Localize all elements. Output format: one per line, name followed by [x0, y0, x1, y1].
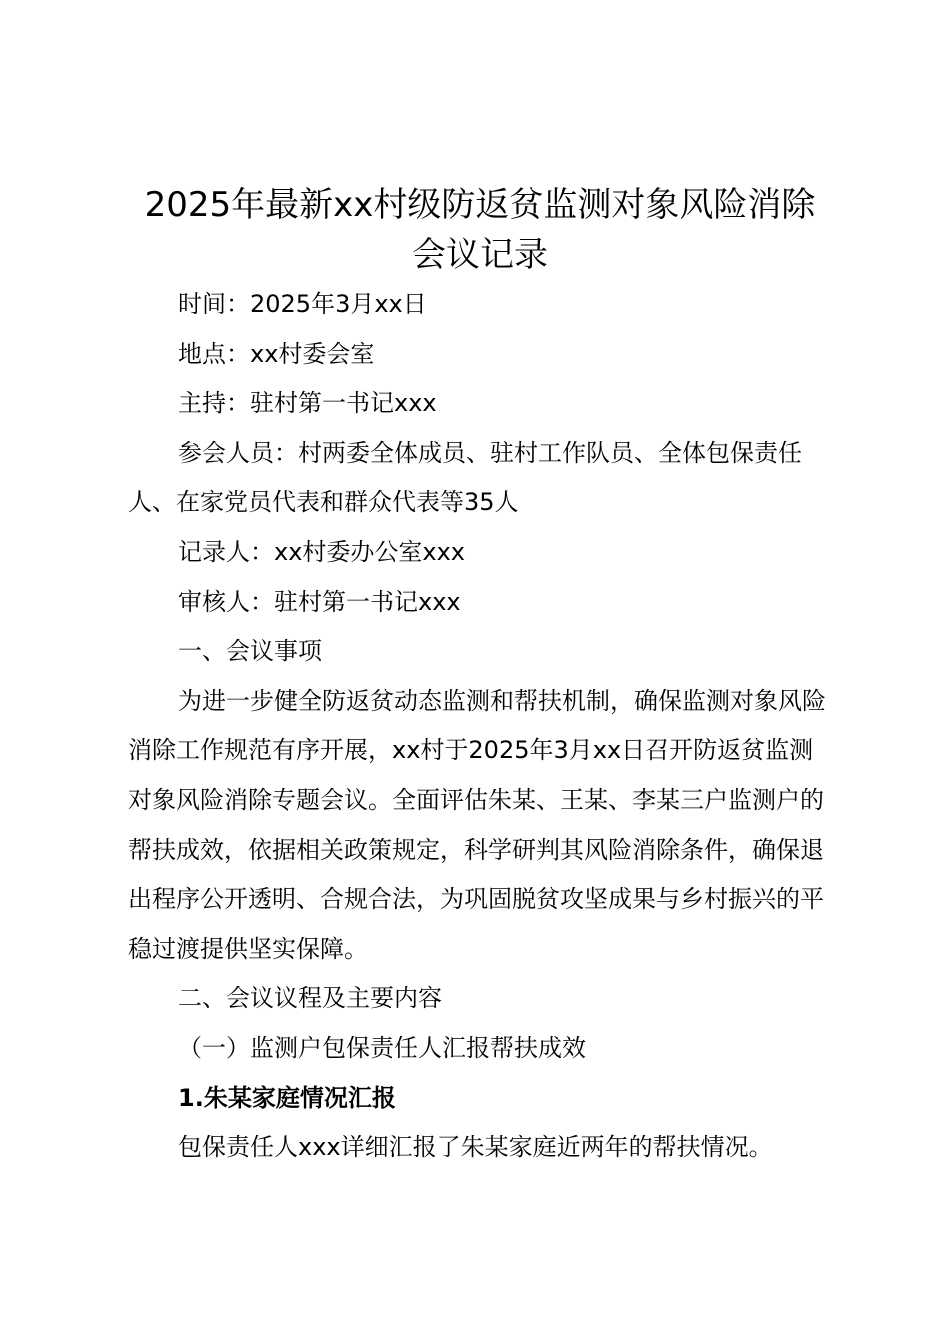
meeting-recorder: 记录人：xx村委办公室xxx [178, 537, 466, 566]
item-heading-zhu-family: 1.朱某家庭情况汇报 [178, 1083, 396, 1112]
subsection-heading-report: （一）监测户包保责任人汇报帮扶成效 [178, 1033, 586, 1062]
section-heading-meeting-matters: 一、会议事项 [178, 637, 322, 666]
document-title: 2025年最新xx村级防返贫监测对象风险消除会议记录 [144, 185, 816, 275]
meeting-reviewer: 审核人：驻村第一书记xxx [178, 587, 461, 616]
meeting-host: 主持：驻村第一书记xxx [178, 389, 437, 418]
meeting-place: 地点：xx村委会室 [178, 339, 375, 368]
paragraph-zhu-family: 包保责任人xxx详细汇报了朱某家庭近两年的帮扶情况。 [178, 1133, 773, 1162]
section-heading-agenda: 二、会议议程及主要内容 [178, 984, 442, 1013]
meeting-time: 时间：2025年3月xx日 [178, 290, 427, 318]
paragraph-meeting-matters: 为进一步健全防返贫动态监测和帮扶机制，确保监测对象风险消除工作规范有序开展，xx村于2025年3月xx日召开防返贫监测对象风险消除专题会议。全面评估朱某、王某、李某三户监测户的帮扶成效，依据相关政策规定，科学研判其风险消除条件，确保退出程序公开透明、合规合法，为巩固脱贫攻坚成果与乡村振兴的平稳过渡提供坚实保障。 [128, 686, 826, 963]
document-body [128, 280, 832, 1173]
meeting-attendees: 参会人员：村两委全体成员、驻村工作队员、全体包保责任人、在家党员代表和群众代表等35人 [128, 438, 802, 517]
